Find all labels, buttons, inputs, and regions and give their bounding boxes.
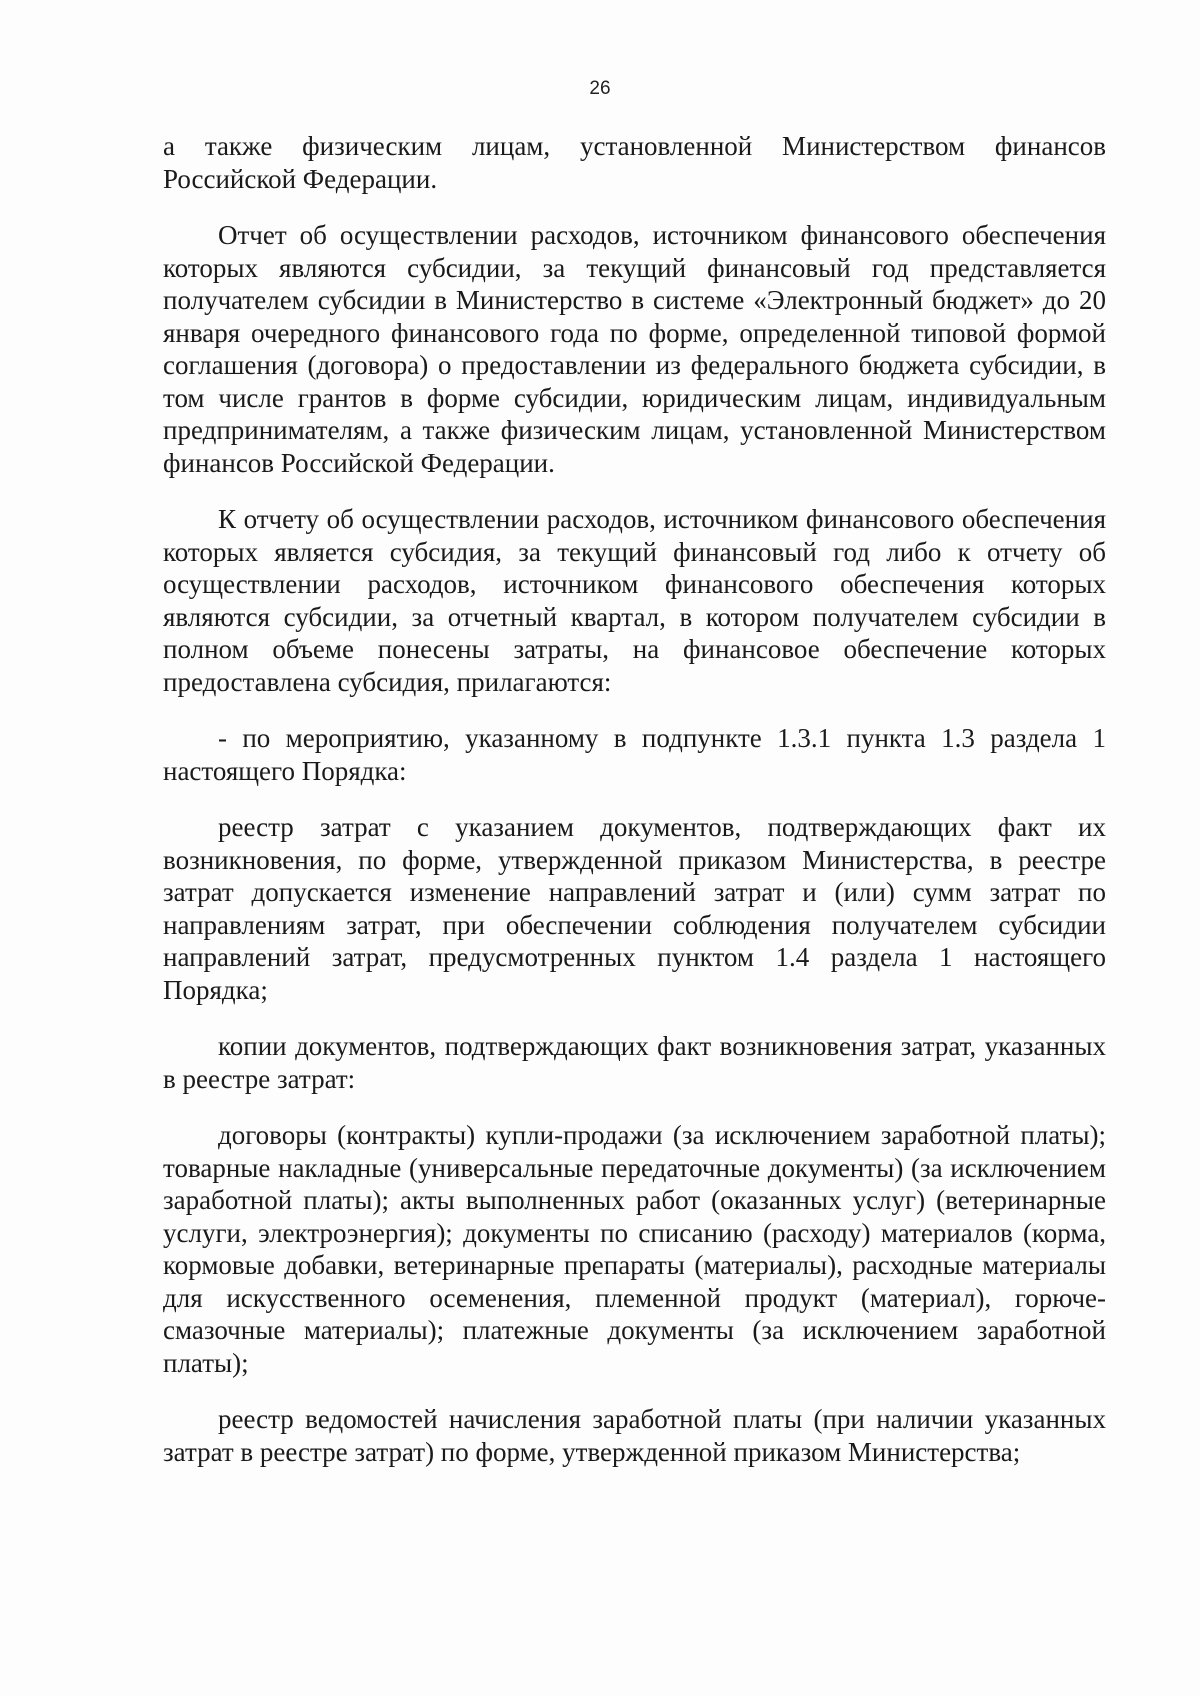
paragraph-6: копии документов, подтверждающих факт возникновения затрат, указанных в реестре затрат: [163,1031,1106,1094]
paragraph-8: реестр ведомостей начисления заработной платы (при наличии указанных затрат в реестре затрат) по форме, утвержденной приказом Министерства; [163,1404,1106,1467]
paragraph-5: реестр затрат с указанием документов, подтверждающих факт их возникновения, по форме, утвержденной приказом Министерства, в реестре затрат допускается изменение направлений затрат и (или) сумм затрат по направлениям затрат, при обеспечении соблюдения получателем субсидии направлений затрат, предусмотренных пунктом 1.4 раздела 1 настоящего Порядка; [163,812,1106,1005]
paragraph-3: К отчету об осуществлении расходов, источником финансового обеспечения которых является субсидия, за текущий финансовый год либо к отчету об осуществлении расходов, источником финансового обеспечения которых являются субсидии, за отчетный квартал, в котором получателем субсидии в полном объеме понесены затраты, на финансовое обеспечение которых предоставлена субсидия, прилагаются: [163,504,1106,697]
document-body [163,130,1106,1492]
page-number: 26 [589,78,611,99]
paragraph-2: Отчет об осуществлении расходов, источником финансового обеспечения которых являются субсидии, за текущий финансовый год представляется получателем субсидии в Министерство в системе «Электронный бюджет» до 20 января очередного финансового года по форме, определенной типовой формой соглашения (договора) о предоставлении из федерального бюджета субсидии, в том числе грантов в форме субсидии, юридическим лицам, индивидуальным предпринимателям, а также физическим лицам, установленной Министерством финансов Российской Федерации. [163,220,1106,478]
paragraph-1: а также физическим лицам, установленной Министерством финансов Российской Федерации. [163,131,1106,194]
paragraph-4: - по мероприятию, указанному в подпункте 1.3.1 пункта 1.3 раздела 1 настоящего Порядка: [163,723,1106,786]
paragraph-7: договоры (контракты) купли-продажи (за исключением заработной платы); товарные накладные (универсальные передаточные документы) (за исключением заработной платы); акты выполненных работ (оказанных услуг) (ветеринарные услуги, электроэнергия); документы по списанию (расходу) материалов (корма, кормовые добавки, ветеринарные препараты (материалы), расходные материалы для искусственного осеменения, племенной продукт (материал), горюче-смазочные материалы); платежные документы (за исключением заработной платы); [163,1120,1106,1378]
